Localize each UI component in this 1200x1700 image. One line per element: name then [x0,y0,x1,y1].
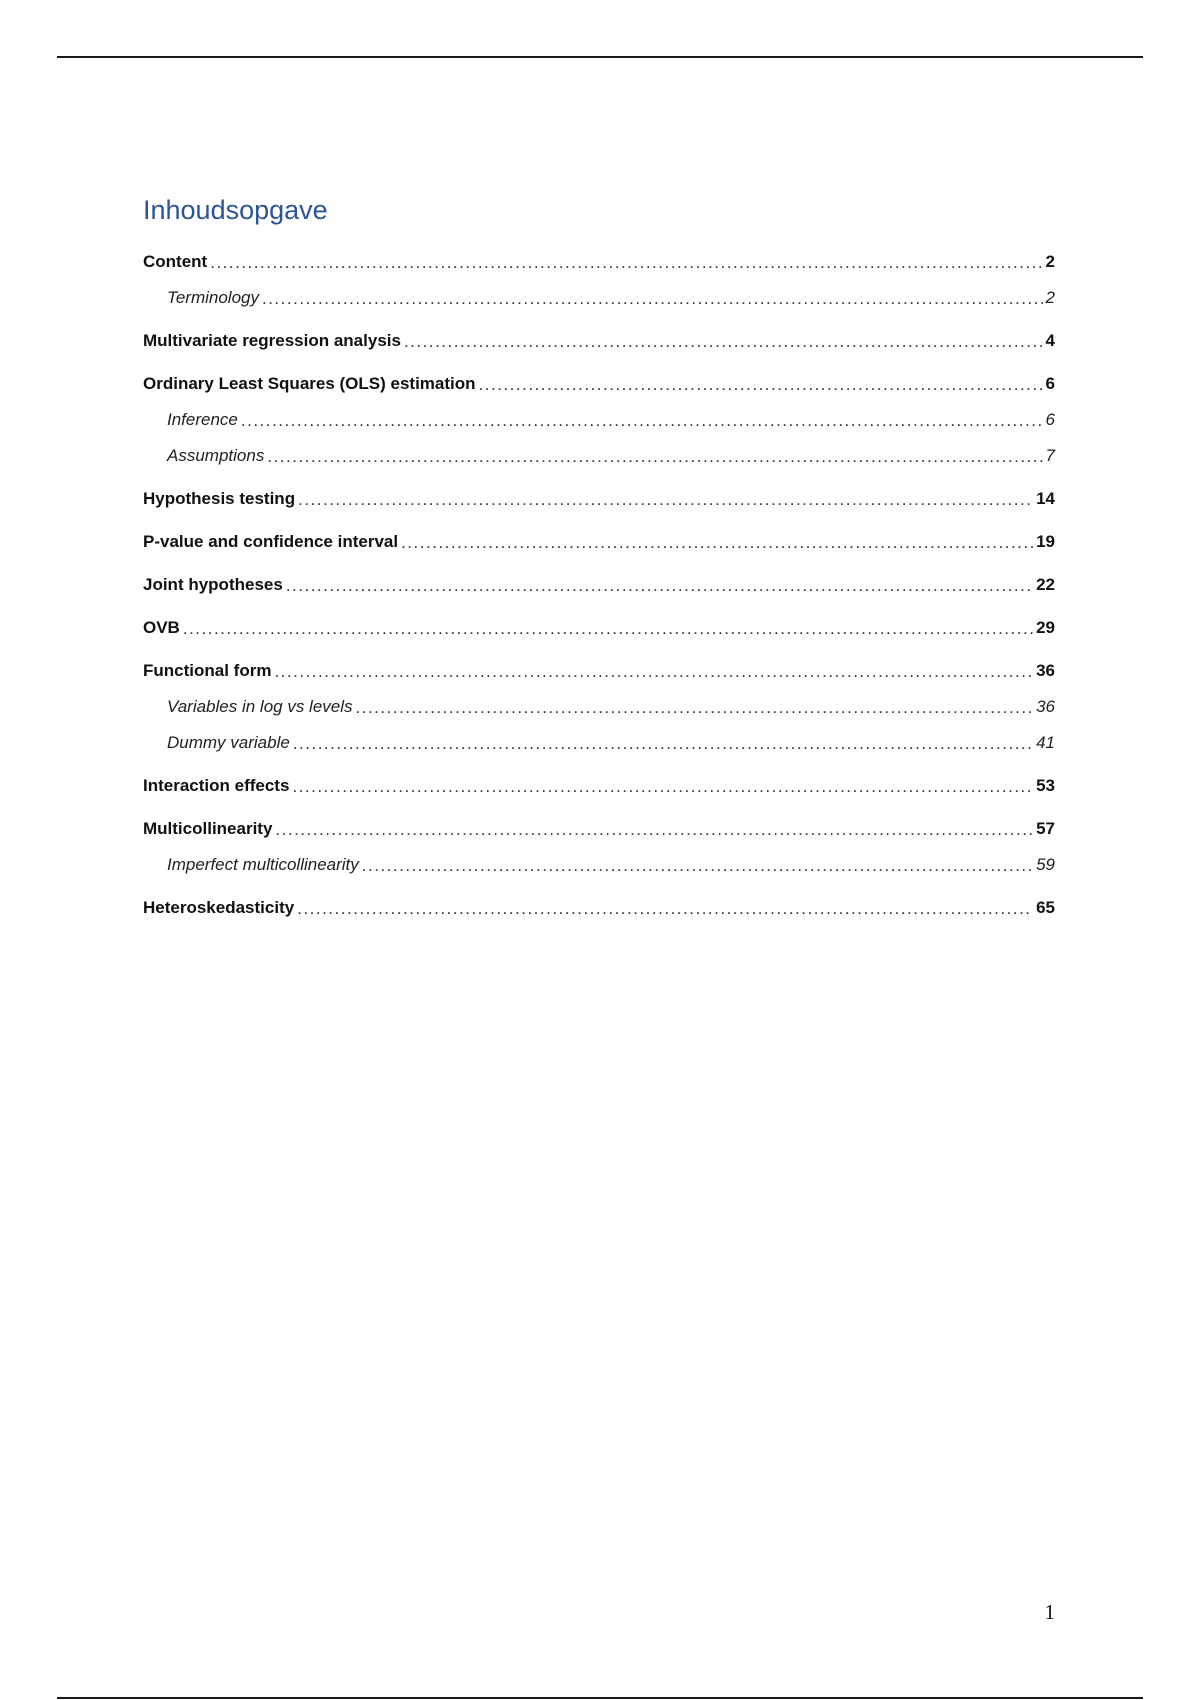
toc-entry-label: Content [143,252,208,271]
toc-entry-page: 53 [1036,776,1055,795]
toc-entry-label: Heteroskedasticity [143,898,295,917]
toc-entry-page: 6 [1045,374,1055,393]
toc-entry-label: Ordinary Least Squares (OLS) estimation [143,374,476,393]
toc-entry-page: 41 [1036,733,1055,752]
toc-entry-label: Interaction effects [143,776,290,795]
page-number: 1 [1044,1600,1055,1624]
toc-dot-leader [479,373,1043,390]
toc-entry-page: 14 [1036,489,1055,508]
toc-entry-list [143,250,1055,920]
toc-entry-page: 59 [1036,855,1055,874]
toc-dot-leader [210,251,1042,268]
toc-entry-label: Terminology [167,288,259,307]
toc-entry[interactable] [143,329,1055,353]
toc-entry[interactable] [143,250,1055,274]
toc-dot-leader [267,445,1042,462]
toc-entry-label: Assumptions [167,446,265,465]
toc-subentry[interactable] [143,444,1055,468]
toc-entry-label: OVB [143,618,180,637]
toc-dot-leader [292,775,1033,792]
toc-dot-leader [286,574,1033,591]
toc-entry-page: 19 [1036,532,1055,551]
toc-entry-page: 6 [1045,410,1055,429]
table-of-contents [143,192,1055,920]
toc-entry-page: 22 [1036,575,1055,594]
toc-dot-leader [183,617,1033,634]
toc-dot-leader [362,854,1033,871]
toc-entry-label: Multicollinearity [143,819,273,838]
toc-dot-leader [356,696,1034,713]
toc-entry-page: 29 [1036,618,1055,637]
toc-dot-leader [262,287,1043,304]
header-rule [57,56,1143,58]
toc-dot-leader [404,330,1043,347]
toc-entry-page: 36 [1036,661,1055,680]
toc-entry-page: 4 [1045,331,1055,350]
toc-dot-leader [274,660,1033,677]
toc-entry[interactable] [143,530,1055,554]
toc-entry-label: Dummy variable [167,733,290,752]
toc-entry[interactable] [143,817,1055,841]
toc-entry-label: Hypothesis testing [143,489,296,508]
footer-rule [57,1697,1143,1699]
toc-entry-page: 65 [1036,898,1055,917]
toc-dot-leader [297,897,1033,914]
toc-entry-label: Joint hypotheses [143,575,283,594]
toc-dot-leader [401,531,1033,548]
toc-subentry[interactable] [143,731,1055,755]
toc-entry-label: Variables in log vs levels [167,697,353,716]
toc-entry-label: Functional form [143,661,272,680]
toc-entry-label: Inference [167,410,238,429]
toc-entry-page: 2 [1045,288,1055,307]
toc-entry[interactable] [143,659,1055,683]
toc-entry[interactable] [143,573,1055,597]
toc-entry-page: 36 [1036,697,1055,716]
toc-dot-leader [241,409,1043,426]
toc-entry[interactable] [143,487,1055,511]
toc-entry[interactable] [143,372,1055,396]
toc-entry-label: Multivariate regression analysis [143,331,401,350]
toc-subentry[interactable] [143,408,1055,432]
toc-dot-leader [298,488,1033,505]
toc-entry-label: P-value and confidence interval [143,532,399,551]
toc-entry[interactable] [143,896,1055,920]
toc-entry-page: 2 [1045,252,1055,271]
toc-entry[interactable] [143,774,1055,798]
toc-subentry[interactable] [143,853,1055,877]
toc-subentry[interactable] [143,695,1055,719]
toc-subentry[interactable] [143,286,1055,310]
toc-title: Inhoudsopgave [143,195,328,225]
toc-dot-leader [293,732,1033,749]
toc-entry-label: Imperfect multicollinearity [167,855,359,874]
toc-entry[interactable] [143,616,1055,640]
toc-entry-page: 57 [1036,819,1055,838]
toc-dot-leader [275,818,1033,835]
toc-entry-page: 7 [1045,446,1055,465]
